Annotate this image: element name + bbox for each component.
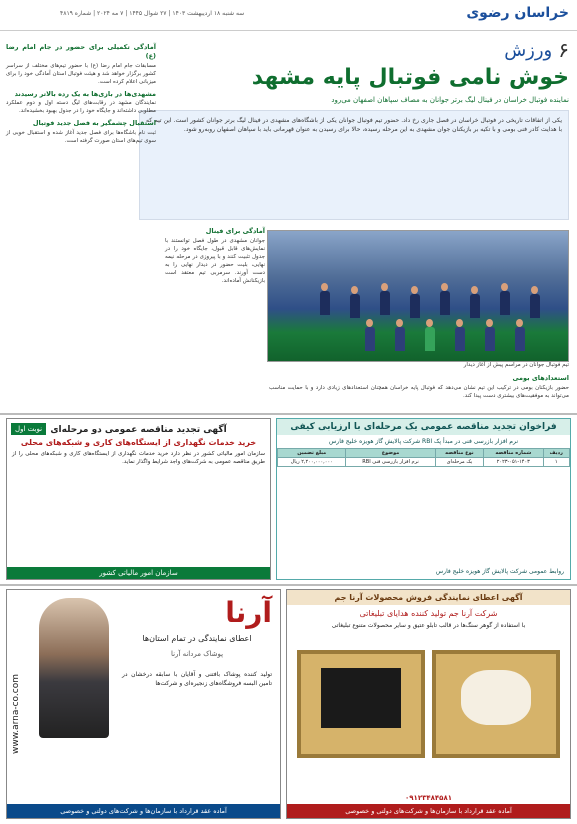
player-head	[486, 319, 493, 327]
sidebar-heading: استقبال چشمگیر به فصل جدید فوتبال	[32, 119, 156, 128]
table-header: ردیف	[543, 449, 570, 458]
arna-jam-title: آگهی اعطای نمایندگی فروش محصولات آرنا جم	[287, 590, 570, 605]
player-head	[516, 319, 523, 327]
article-headline: خوش نامی فوتبال پایه مشهد	[251, 65, 569, 90]
arna-jam-footer: آماده عقد قرارداد با سازمان‌ها و شرکت‌های دولتی و خصوصی	[287, 804, 570, 818]
player-body	[440, 291, 450, 315]
player-head	[411, 286, 418, 294]
column-heading: آمادگی برای فینال	[205, 227, 265, 235]
article-column-middle	[165, 225, 265, 286]
notice-badge: نوبت اول	[11, 423, 46, 435]
sidebar-heading: آمادگی تکمیلی برای حضور در جام امام رضا (ع)	[6, 43, 156, 61]
arna-jam-ad	[286, 589, 571, 819]
table-header: نوع مناقصه	[435, 449, 483, 458]
arna-subline: پوشاک مردانه آرنا	[170, 650, 224, 658]
column-text: جوانان مشهدی در طول فصل توانستند با نمایش‌های قابل قبول، جایگاه خود را در جدول تثبیت کنند و با پیروزی در مرحله نیمه نهایی، بلیت حضور در دیدار نهایی را به دست آورند. سرمربی تیم معتقد است بازیکنانش آماده‌اند.	[165, 238, 265, 285]
arna-jam-body: با استفاده از گوهر سنگ‌ها در قالب تابلو عتیق و سایر محصولات متنوع تبلیغاتی	[331, 622, 526, 629]
tender-table	[277, 448, 570, 467]
player-body	[470, 294, 480, 318]
player-body	[350, 294, 360, 318]
player-body	[500, 291, 510, 315]
tender-ad-title: فراخوان تجدید مناقصه عمومی یک مرحله‌ای با ارزیابی کیفی	[277, 419, 570, 435]
player-body	[455, 327, 465, 351]
player-head	[321, 283, 328, 291]
table-cell: ۲,۲۰۰,۰۰۰,۰۰۰ ریال	[278, 458, 346, 467]
column-text: حضور بازیکنان بومی در ترکیب این تیم نشان می‌دهد که فوتبال پایه خراسان همچنان استعدادهای زیادی دارد و با حمایت مناسب می‌تواند به موفقیت‌های بیشتری دست پیدا کند.	[269, 385, 569, 400]
arna-footer: آماده عقد قرارداد با سازمان‌ها و شرکت‌های دولتی و خصوصی	[7, 804, 280, 818]
table-cell: نرم افزار بازرسی فنی RBI	[346, 458, 435, 467]
player-head	[441, 283, 448, 291]
dateline: سه شنبه ۱۸ اردیبهشت ۱۴۰۳ | ۲۷ شوال ۱۴۴۵ | ۷ مه ۲۰۲۴ | شماره ۴۸۱۹	[60, 10, 245, 17]
column-heading: استعدادهای بومی	[512, 374, 569, 382]
arna-body: تولید کننده پوشاک بافتنی و آقایان با سابقه درخشان در تامین البسه فروشگاه‌های زنجیره‌ای و شرکت‌ها	[122, 671, 272, 687]
brand-logo: خراسان رضوی	[466, 5, 569, 21]
player-body	[410, 294, 420, 318]
model-photo	[39, 598, 109, 738]
arna-jam-phone: ۰۹۱۲۳۴۸۴۵۸۱	[405, 794, 452, 802]
player-head	[531, 286, 538, 294]
player-head	[426, 319, 433, 327]
player-head	[366, 319, 373, 327]
section-divider	[0, 413, 577, 415]
team-photo	[267, 230, 569, 362]
arna-jam-company: شرکت آرنا جم تولید کننده هدایای تبلیغاتی	[359, 609, 498, 618]
player-head	[381, 283, 388, 291]
table-cell: ۲۰۲۳-۰۵۱-۱۴۰۳	[484, 458, 543, 467]
player-body	[395, 327, 405, 351]
arna-tagline: اعطای نمایندگی در تمام استان‌ها	[142, 634, 252, 643]
player-body	[485, 327, 495, 351]
player-head	[396, 319, 403, 327]
player-body	[320, 291, 330, 315]
page-number: ۶	[558, 38, 569, 62]
table-cell: یک مرحله‌ای	[435, 458, 483, 467]
article-lead: یکی از اتفاقات تاریخی در فوتبال خراسان در فصل جاری رخ داد. حضور تیم فوتبال جوانان یکی از باشگاه‌های مشهدی در فینال لیگ برتر جوانان کشور است. این تیم که با هدایت کادر فنی بومی و با تکیه بر بازیکنان جوان مشهدی به این مرحله رسیده، حالا برای رسیدن به عنوان قهرمانی باید با سپاهان اصفهان روبه‌رو شود.	[139, 110, 569, 220]
table-header: موضوع	[346, 449, 435, 458]
tax-tender-ad	[6, 418, 271, 580]
calligraphy-panel	[321, 668, 401, 728]
table-header: مبلغ تضمین	[278, 449, 346, 458]
player-body	[425, 327, 435, 351]
article-subhead: نماینده فوتبال خراسان در فینال لیگ برتر جوانان به مصاف سپاهان اصفهان می‌رود	[331, 96, 569, 104]
tender-ad	[276, 418, 571, 580]
arna-clothing-ad	[6, 589, 281, 819]
tax-ad-body: سازمان امور مالیاتی کشور در نظر دارد خرید خدمات نگهداری از ایستگاه‌های کاری و شبکه‌های محلی را از طریق مناقصه عمومی به شرکت‌های واجد شرایط واگذار نماید.	[12, 451, 265, 466]
tax-ad-footer: سازمان امور مالیاتی کشور	[7, 567, 270, 579]
section-name: ورزش	[504, 39, 553, 61]
player-head	[471, 286, 478, 294]
player-head	[501, 283, 508, 291]
website-text: www.arna-co.com	[11, 674, 21, 755]
gem-stone	[461, 670, 531, 725]
tax-ad-subtitle: خرید خدمات نگهداری از ایستگاه‌های کاری و شبکه‌های محلی	[20, 438, 257, 447]
tax-ad-title: آگهی تجدید مناقصه عمومی دو مرحله‌ای	[50, 425, 227, 435]
player-body	[515, 327, 525, 351]
website-vertical	[11, 594, 41, 814]
tender-ad-subtitle: نرم افزار بازرسی فنی در مبدأ پک RBI شرکت پالایش گاز هویزه خلیج فارس	[328, 438, 519, 445]
sidebar-text: ثبت نام باشگاه‌ها برای فصل جدید آغاز شده و استقبال خوبی از سوی تیم‌های استان صورت گرفته است.	[6, 129, 156, 144]
article-column-right	[269, 372, 569, 401]
table-cell: ۱	[543, 458, 570, 467]
sidebar-heading: مشهدی‌ها در بازی‌ها به یک رده بالاتر رسیدند	[14, 89, 156, 98]
masthead-bar	[0, 0, 577, 31]
player-body	[365, 327, 375, 351]
section-divider	[0, 584, 577, 586]
table-row	[278, 458, 570, 467]
product-frame	[297, 650, 425, 758]
table-header: شماره مناقصه	[484, 449, 543, 458]
tender-ad-footer: روابط عمومی شرکت پالایش گاز هویزه خلیج فارس	[435, 568, 564, 575]
player-head	[456, 319, 463, 327]
arna-brand: آرنا	[225, 596, 272, 629]
player-body	[380, 291, 390, 315]
sidebar-text: مسابقات جام امام رضا (ع) با حضور تیم‌های مختلف از سراسر کشور برگزار خواهد شد و هیئت فوتبال استان آمادگی خود را برای میزبانی اعلام کرده است.	[6, 62, 156, 85]
player-head	[351, 286, 358, 294]
sidebar-text: نمایندگان مشهد در رقابت‌های لیگ دسته اول و دوم عملکرد مطلوبی داشته‌اند و جایگاه خود را در جدول بهبود بخشیده‌اند.	[6, 100, 156, 115]
player-body	[530, 294, 540, 318]
sidebar-column	[6, 40, 156, 145]
product-frame	[432, 650, 560, 758]
section-label	[504, 38, 569, 62]
photo-caption: تیم فوتبال جوانان در مراسم پیش از آغاز دیدار	[463, 362, 569, 368]
